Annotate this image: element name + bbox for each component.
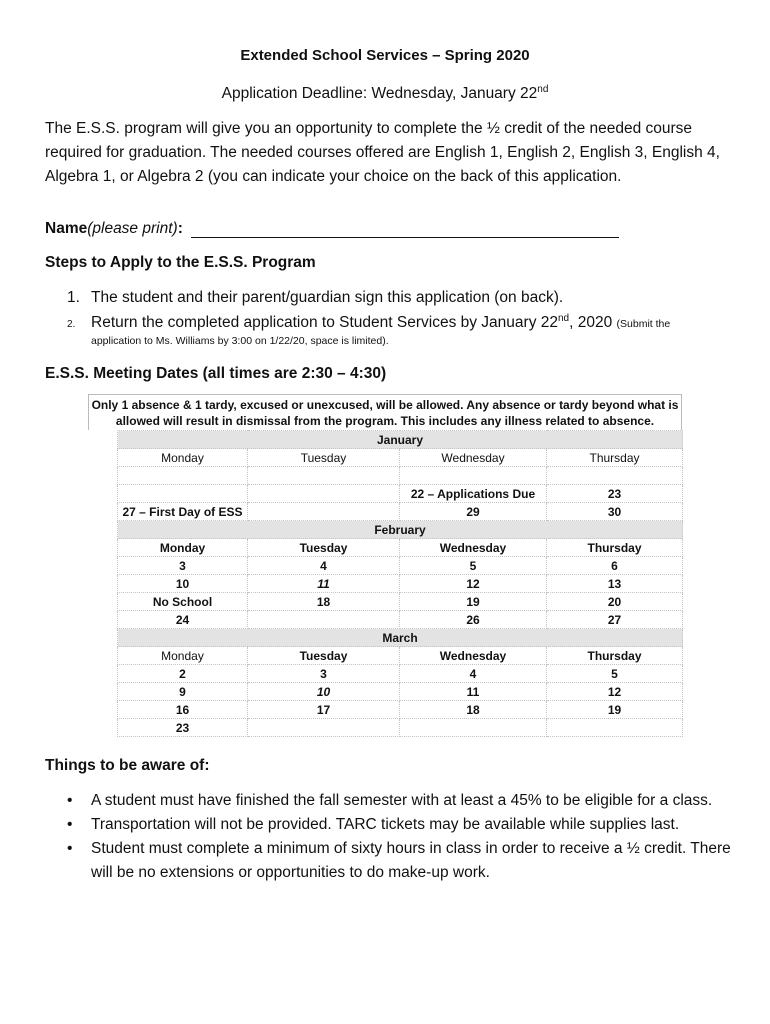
weekday-row [118, 449, 683, 467]
date-cell: 22 – Applications Due [400, 485, 547, 503]
date-cell: 20 [547, 593, 683, 611]
date-cell: 12 [400, 575, 547, 593]
date-cell: 5 [400, 557, 547, 575]
step-1-text: The student and their parent/guardian sign this application (on back). [91, 289, 564, 306]
bullet-icon: • [67, 816, 73, 833]
date-cell: 23 [118, 719, 248, 737]
name-label: Name [45, 220, 88, 237]
date-row [118, 665, 683, 683]
date-cell [248, 485, 400, 503]
date-cell: No School [118, 593, 248, 611]
name-field-row [45, 219, 619, 238]
date-cell: 19 [547, 701, 683, 719]
date-cell: 23 [547, 485, 683, 503]
date-cell [547, 467, 683, 485]
step-2-suffix: nd [558, 313, 570, 324]
bullet-icon: • [67, 840, 73, 857]
date-cell [400, 467, 547, 485]
weekday-cell: Thursday [547, 647, 683, 665]
weekday-row [118, 647, 683, 665]
steps-heading: Steps to Apply to the E.S.S. Program [45, 254, 316, 271]
date-cell: 10 [248, 683, 400, 701]
date-cell [118, 467, 248, 485]
step-2-text-2: , 2020 [569, 314, 617, 332]
date-cell: 4 [400, 665, 547, 683]
weekday-cell: Tuesday [248, 647, 400, 665]
date-cell: 27 [547, 611, 683, 629]
aware-list [45, 789, 735, 885]
date-cell: 10 [118, 575, 248, 593]
name-hint: (please print) [87, 220, 178, 237]
weekday-cell: Thursday [547, 449, 683, 467]
list-item [45, 789, 735, 813]
month-row-january [118, 431, 683, 449]
weekday-cell: Thursday [547, 539, 683, 557]
date-cell [400, 719, 547, 737]
weekday-cell: Monday [118, 449, 248, 467]
date-cell: 24 [118, 611, 248, 629]
date-cell: 4 [248, 557, 400, 575]
date-cell [248, 503, 400, 521]
weekday-cell: Wednesday [400, 539, 547, 557]
weekday-cell: Monday [118, 647, 248, 665]
name-input-line[interactable] [191, 219, 619, 238]
weekday-row [118, 539, 683, 557]
date-cell: 3 [118, 557, 248, 575]
date-cell: 26 [400, 611, 547, 629]
list-item-text: A student must have finished the fall semester with at least a 45% to be eligible for a class. [91, 792, 713, 809]
date-cell: 19 [400, 593, 547, 611]
intro-paragraph: The E.S.S. program will give you an opportunity to complete the ½ credit of the needed course required for graduation. The needed courses offered are English 1, English 2, English 3, English 4, Algebra 1, or Algebra 2 (you can indicate your choice on the back of this application. [45, 120, 720, 185]
weekday-cell: Wednesday [400, 647, 547, 665]
date-row [118, 503, 683, 521]
page-title: Extended School Services – Spring 2020 [240, 47, 530, 64]
list-item-text: Transportation will not be provided. TARC tickets may be available while supplies last. [91, 816, 680, 833]
date-cell: 11 [400, 683, 547, 701]
list-item [45, 813, 735, 837]
date-cell: 18 [248, 593, 400, 611]
meeting-calendar [117, 430, 683, 737]
weekday-cell: Monday [118, 539, 248, 557]
date-row [118, 575, 683, 593]
date-cell: 5 [547, 665, 683, 683]
application-deadline [0, 84, 770, 103]
date-row [118, 557, 683, 575]
weekday-cell: Wednesday [400, 449, 547, 467]
step-2-note: (Submit the [616, 318, 671, 331]
date-row [118, 701, 683, 719]
month-row-february [118, 521, 683, 539]
date-row [118, 683, 683, 701]
date-row [118, 719, 683, 737]
aware-heading: Things to be aware of: [45, 757, 210, 774]
date-cell [547, 719, 683, 737]
date-cell [248, 611, 400, 629]
date-cell: 11 [248, 575, 400, 593]
date-cell: 2 [118, 665, 248, 683]
date-cell: 18 [400, 701, 547, 719]
date-row [118, 467, 683, 485]
bullet-icon: • [67, 792, 73, 809]
date-cell: 27 – First Day of ESS [118, 503, 248, 521]
month-row-march [118, 629, 683, 647]
date-cell: 16 [118, 701, 248, 719]
date-cell [118, 485, 248, 503]
date-cell: 13 [547, 575, 683, 593]
date-cell: 12 [547, 683, 683, 701]
name-colon: : [177, 220, 183, 237]
month-label: January [118, 431, 683, 449]
date-cell: 17 [248, 701, 400, 719]
date-cell: 6 [547, 557, 683, 575]
step-2-text: Return the completed application to Student Services by January 22 [91, 314, 558, 332]
step-1-number: 1. [67, 289, 80, 306]
list-item [45, 837, 735, 885]
date-cell: 9 [118, 683, 248, 701]
month-label: February [118, 521, 683, 539]
meeting-heading: E.S.S. Meeting Dates (all times are 2:30 – 4:30) [45, 365, 387, 382]
deadline-text: Application Deadline: Wednesday, January 22 [221, 85, 538, 103]
date-cell: 29 [400, 503, 547, 521]
deadline-suffix: nd [537, 84, 549, 95]
weekday-cell: Tuesday [248, 449, 400, 467]
step-2-number: 2. [67, 319, 76, 331]
date-row [118, 611, 683, 629]
weekday-cell: Tuesday [248, 539, 400, 557]
step-2-note-continued: application to Ms. Williams by 3:00 on 1/22/20, space is limited). [91, 335, 389, 347]
date-cell: 30 [547, 503, 683, 521]
attendance-notice: Only 1 absence & 1 tardy, excused or unexcused, will be allowed. Any absence or tardy beyond what is allowed will result in dismissal from the program. This includes any illness related to absence. [88, 394, 682, 430]
month-label: March [118, 629, 683, 647]
step-2 [67, 313, 670, 332]
date-row [118, 593, 683, 611]
date-cell: 3 [248, 665, 400, 683]
date-row [118, 485, 683, 503]
date-cell [248, 467, 400, 485]
list-item-text: Student must complete a minimum of sixty hours in class in order to receive a ½ credit. There will be no extensions or opportunities to do make-up work. [91, 840, 731, 881]
date-cell [248, 719, 400, 737]
step-1 [67, 289, 563, 307]
